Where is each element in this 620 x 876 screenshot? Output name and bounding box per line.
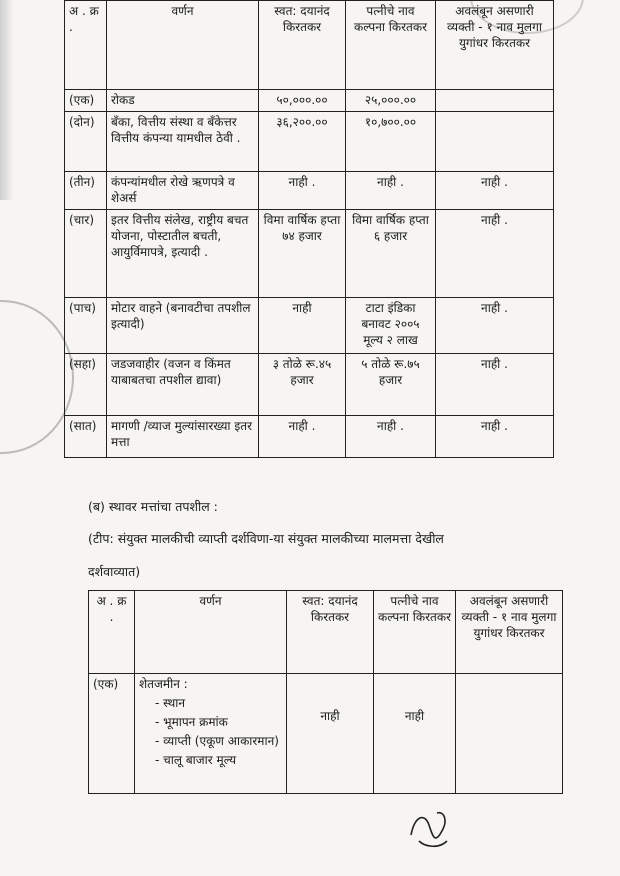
row-self: ३ तोळे रू.४५ हजार <box>259 354 346 416</box>
section-b-note-line1: (टीप: संयुक्त मालकीची व्याप्ती दर्शविणा-या संयुक्त मालकीच्या मालमत्ता देखील <box>88 531 444 546</box>
row-spouse: २५,०००.०० <box>346 90 436 112</box>
page-fold-shadow <box>0 0 14 200</box>
row-desc: मोटार वाहने (बनावटीचा तपशील इत्यादी) <box>107 298 259 354</box>
movable-assets-table <box>64 0 554 458</box>
row-self: नाही . <box>259 172 346 210</box>
table-row <box>65 416 554 458</box>
table-row <box>65 354 554 416</box>
row-sr: (एक) <box>65 90 107 112</box>
row-spouse: ५ तोळे रू.७५ हजार <box>346 354 436 416</box>
row-sr: (सात) <box>65 416 107 458</box>
row-self: नाही <box>287 674 374 794</box>
header-self: स्वत: दयानंद किरतकर <box>287 591 374 674</box>
table-header-row <box>65 1 554 90</box>
header-dependent: अवलंबून असणारी व्यक्ती - १ नाव मुलगा युगांधर किरतकर <box>456 591 563 674</box>
row-dependent <box>456 674 563 794</box>
table-row <box>89 674 563 794</box>
row-desc: मागणी /व्याज मुल्यांसारख्या इतर मत्ता <box>107 416 259 458</box>
row-desc-item: - भूमापन क्रमांक <box>155 715 228 729</box>
row-spouse: टाटा इंडिका बनावट २००५ मूल्य २ लाख <box>346 298 436 354</box>
header-self: स्वत: दयानंद किरतकर <box>259 1 346 90</box>
row-dependent <box>436 90 554 112</box>
row-spouse: नाही <box>374 674 456 794</box>
row-sr: (सहा) <box>65 354 107 416</box>
row-self: ३६,२००.०० <box>259 112 346 172</box>
row-desc-item: - चालू बाजार मूल्य <box>155 753 237 767</box>
table-row <box>65 210 554 298</box>
section-b-heading: (ब) स्थावर मत्तांचा तपशील : <box>88 499 218 514</box>
table-row <box>65 172 554 210</box>
table-row <box>65 112 554 172</box>
row-spouse: नाही . <box>346 172 436 210</box>
row-sr: (पाच) <box>65 298 107 354</box>
row-desc: बँका, वित्तीय संस्था व बँकेत्तर वित्तीय कंपन्या यामधील ठेवी . <box>107 112 259 172</box>
row-desc: रोकड <box>107 90 259 112</box>
header-spouse: पत्नीचे नाव कल्पना किरतकर <box>346 1 436 90</box>
header-dependent: अवलंबून असणारी व्यक्ती - १ नाव मुलगा युगांधर किरतकर <box>436 1 554 90</box>
row-desc-item: - व्याप्ती (एकूण आकारमान) <box>155 734 279 748</box>
stamp-seal <box>0 300 74 454</box>
header-sr: अ . क्र . <box>65 1 107 90</box>
row-self: विमा वार्षिक हप्ता ७४ हजार <box>259 210 346 298</box>
row-self: नाही . <box>259 416 346 458</box>
row-desc: जडजवाहीर (वजन व किंमत याबाबतचा तपशील द्यावा) <box>107 354 259 416</box>
row-desc-item: - स्थान <box>155 696 186 710</box>
table-row <box>65 298 554 354</box>
row-spouse: १०,७००.०० <box>346 112 436 172</box>
row-dependent: नाही . <box>436 416 554 458</box>
row-desc: इतर वित्तीय संलेख, राष्ट्रीय बचत योजना, पोस्टातील बचती, आयुर्विमापत्रे, इत्यादी . <box>107 210 259 298</box>
row-spouse: नाही . <box>346 416 436 458</box>
row-sr: (दोन) <box>65 112 107 172</box>
row-desc: कंपन्यांमधील रोखे ऋणपत्रे व शेअर्स <box>107 172 259 210</box>
header-desc: वर्णन <box>135 591 287 674</box>
row-sr: (तीन) <box>65 172 107 210</box>
header-spouse: पत्नीचे नाव कल्पना किरतकर <box>374 591 456 674</box>
section-b-note-line2: दर्शवाव्यात) <box>88 564 141 579</box>
row-self: ५०,०००.०० <box>259 90 346 112</box>
immovable-assets-table <box>88 590 563 794</box>
row-dependent <box>436 112 554 172</box>
row-sr: (एक) <box>89 674 135 794</box>
table-row <box>65 90 554 112</box>
row-dependent: नाही . <box>436 210 554 298</box>
row-self: नाही <box>259 298 346 354</box>
handwritten-signature <box>405 805 453 851</box>
row-sr: (चार) <box>65 210 107 298</box>
header-sr: अ . क्र . <box>89 591 135 674</box>
row-spouse: विमा वार्षिक हप्ता ६ हजार <box>346 210 436 298</box>
table-header-row <box>89 591 563 674</box>
row-desc <box>135 674 287 794</box>
row-dependent: नाही . <box>436 172 554 210</box>
header-desc: वर्णन <box>107 1 259 90</box>
row-dependent: नाही . <box>436 354 554 416</box>
row-dependent: नाही . <box>436 298 554 354</box>
row-desc-title: शेतजमीन : <box>139 677 188 691</box>
